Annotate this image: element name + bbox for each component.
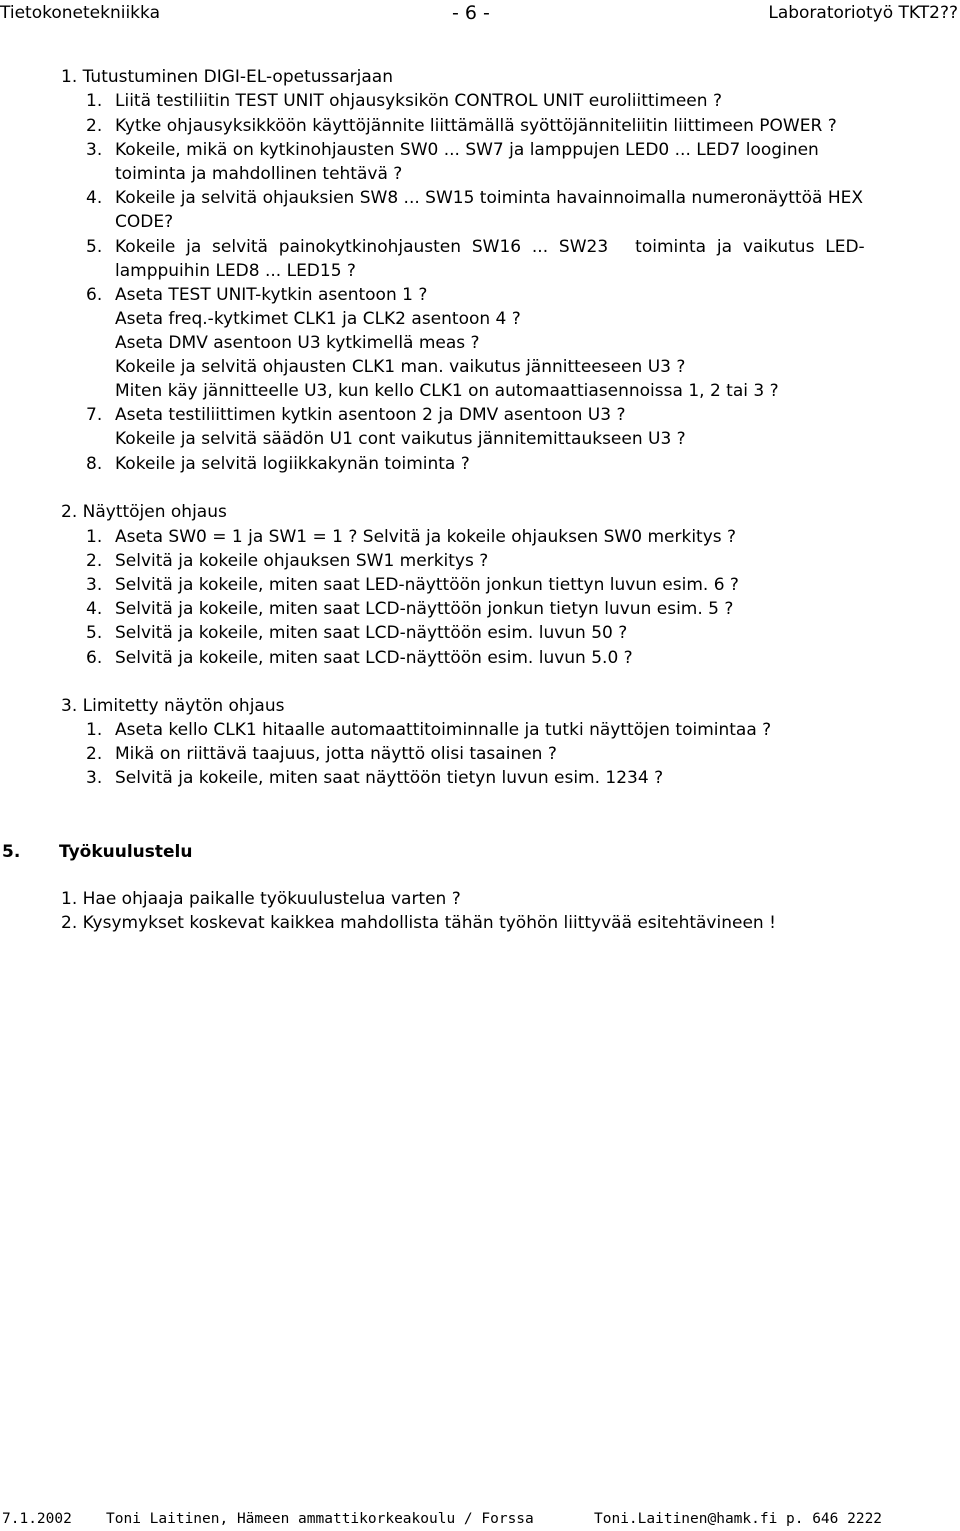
item-text: Aseta testiliittimen kytkin asentoon 2 ja DMV asentoon U3 ?: [115, 405, 626, 425]
item-text: Kytke ohjausyksikköön käyttöjännite liittämällä syöttöjänniteliitin liittimeen POWER ?: [115, 116, 837, 136]
list-item: 2. Kysymykset koskevat kaikkea mahdollista tähän työhön liittyvää esitehtävineen !: [61, 913, 776, 933]
item-text-continued: Kokeile ja selvitä ohjausten CLK1 man. vaikutus jännitteeseen U3 ?: [115, 357, 686, 377]
item-text: Selvitä ja kokeile ohjauksen SW1 merkitys ?: [115, 551, 489, 571]
item-number: 3.: [86, 768, 103, 788]
item-text-continued: Kokeile ja selvitä säädön U1 cont vaikutus jännitemittaukseen U3 ?: [115, 429, 686, 449]
header-course-name: Tietokonetekniikka: [0, 3, 160, 23]
item-text: Selvitä ja kokeile, miten saat LCD-näyttöön esim. luvun 5.0 ?: [115, 648, 633, 668]
item-number: 6.: [86, 648, 103, 668]
footer-phone: p. 646 2222: [786, 1511, 883, 1527]
item-number: 1.: [86, 720, 103, 740]
item-text: Selvitä ja kokeile, miten saat näyttöön tietyn luvun esim. 1234 ?: [115, 768, 664, 788]
item-number: 2.: [86, 551, 103, 571]
item-text: Aseta TEST UNIT-kytkin asentoon 1 ?: [115, 285, 428, 305]
header-lab-title: Laboratoriotyö TKT2??: [768, 3, 958, 23]
item-number: 4.: [86, 599, 103, 619]
item-text: Kokeile ja selvitä ohjauksien SW8 ... SW15 toiminta havainnoimalla numeronäyttöä HEX: [115, 188, 863, 208]
item-text-continued: toiminta ja mahdollinen tehtävä ?: [115, 164, 403, 184]
item-text-continued: CODE?: [115, 212, 174, 232]
item-text-continued: Miten käy jännitteelle U3, kun kello CLK1 on automaattiasennoissa 1, 2 tai 3 ?: [115, 381, 779, 401]
item-text: Aseta SW0 = 1 ja SW1 = 1 ? Selvitä ja kokeile ohjauksen SW0 merkitys ?: [115, 527, 737, 547]
item-number: 5.: [86, 623, 103, 643]
item-number: 8.: [86, 454, 103, 474]
item-number: 3.: [86, 140, 103, 160]
item-text: Mikä on riittävä taajuus, jotta näyttö olisi tasainen ?: [115, 744, 557, 764]
item-text: Aseta kello CLK1 hitaalle automaattitoiminnalle ja tutki näyttöjen toimintaa ?: [115, 720, 772, 740]
item-text: Selvitä ja kokeile, miten saat LCD-näyttöön esim. luvun 50 ?: [115, 623, 628, 643]
item-number: 4.: [86, 188, 103, 208]
section-5-title: Työkuulustelu: [59, 842, 193, 862]
item-number: 3.: [86, 575, 103, 595]
list-item: 1. Hae ohjaaja paikalle työkuulustelua varten ?: [61, 889, 461, 909]
footer-email: Toni.Laitinen@hamk.fi: [594, 1511, 778, 1527]
item-text-continued: Aseta freq.-kytkimet CLK1 ja CLK2 asentoon 4 ?: [115, 309, 521, 329]
item-number: 1.: [86, 527, 103, 547]
item-text: Kokeile, mikä on kytkinohjausten SW0 ... SW7 ja lamppujen LED0 ... LED7 looginen: [115, 140, 819, 160]
item-number: 7.: [86, 405, 103, 425]
footer-author: Toni Laitinen, Hämeen ammattikorkeakoulu / Forssa: [106, 1511, 534, 1527]
item-number: 5.: [86, 237, 103, 257]
item-text: Liitä testiliitin TEST UNIT ohjausyksikön CONTROL UNIT euroliittimeen ?: [115, 91, 722, 111]
item-text: Selvitä ja kokeile, miten saat LED-näyttöön jonkun tiettyn luvun esim. 6 ?: [115, 575, 739, 595]
item-number: 1.: [86, 91, 103, 111]
item-text-continued: Aseta DMV asentoon U3 kytkimellä meas ?: [115, 333, 480, 353]
item-text: Selvitä ja kokeile, miten saat LCD-näyttöön jonkun tietyn luvun esim. 5 ?: [115, 599, 734, 619]
item-text-continued: lamppuihin LED8 ... LED15 ?: [115, 261, 356, 281]
footer-date: 7.1.2002: [2, 1511, 72, 1527]
section-2-title: 2. Näyttöjen ohjaus: [61, 502, 227, 522]
item-text: Kokeile ja selvitä logiikkakynän toiminta ?: [115, 454, 470, 474]
item-number: 6.: [86, 285, 103, 305]
item-text: Kokeile ja selvitä painokytkinohjausten SW16 ... SW23 toiminta ja vaikutus LED-: [115, 237, 865, 257]
item-number: 2.: [86, 116, 103, 136]
section-1-title: 1. Tutustuminen DIGI-EL-opetussarjaan: [61, 67, 393, 87]
header-page-number: - 6 -: [452, 2, 490, 24]
section-3-title: 3. Limitetty näytön ohjaus: [61, 696, 285, 716]
item-number: 2.: [86, 744, 103, 764]
section-5-number: 5.: [2, 842, 21, 862]
